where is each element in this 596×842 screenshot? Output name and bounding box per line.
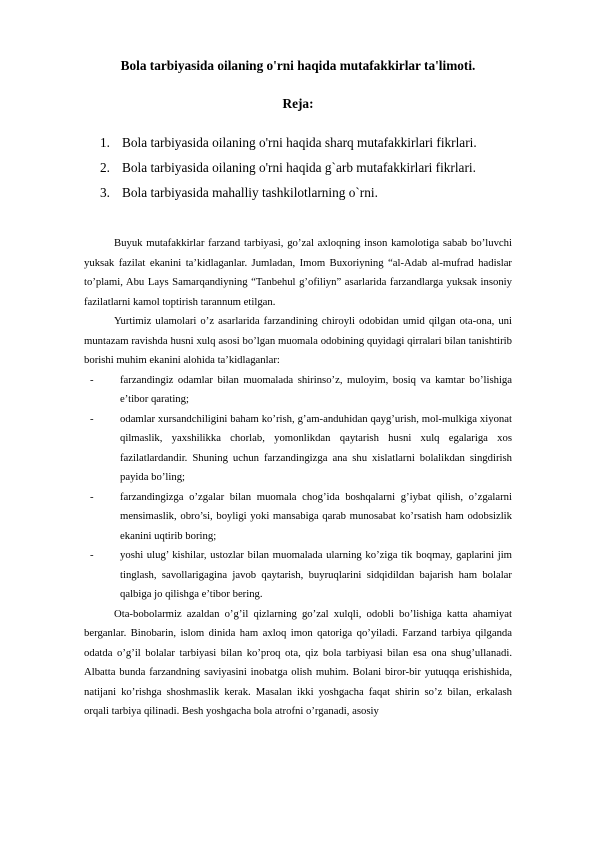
plan-item-number: 1.	[100, 135, 110, 150]
bullet-text: farzandingiz odamlar bilan muomalada shirinso’z, muloyim, bosiq va kamtar bo’lishiga e’tibor qarating;	[120, 373, 512, 405]
bullet-item	[84, 546, 512, 605]
bullet-item	[84, 410, 512, 488]
bullet-dash: -	[90, 490, 94, 503]
bullet-item	[84, 371, 512, 410]
bullet-dash: -	[90, 412, 94, 425]
bullet-text: odamlar xursandchiligini baham ko’rish, g’am-anduhidan qayg’urish, mol-mulkiga xiyonat qilmaslik, yaxshilikka chorlab, yomonlikdan qaytarish husni xulq egalariga xos fazilatlardandir. Shuning uchun farzandingizga ana shu xislatlarni bolalikdan singdirish payida bo’ling;	[120, 412, 512, 483]
plan-item	[100, 180, 540, 205]
bullet-dash: -	[90, 373, 94, 386]
bullet-text: yoshi ulug’ kishilar, ustozlar bilan muomalada ularning ko’ziga tik boqmay, gaplarini jim tinglash, savollarigagina javob qaytarish, buyruqlarini sidqidildan bajarish ham bolalar qalbiga jo qilishga e’tibor bering.	[120, 549, 512, 600]
plan-item-number: 2.	[100, 160, 110, 175]
paragraph: Buyuk mutafakkirlar farzand tarbiyasi, go’zal axloqning inson kamolotiga sabab bo’luvchi yuksak fazilat ekanini ta’kidlaganlar. Jumladan, Imom Buxoriyning “al-Adab al-mufrad hadislar to’plami, Abu Lays Samarqandiyning “Tanbehul g’ofiliyn” asarlarida farzandlarga yuksak insoniy fazilatlarni kamol toptirish tarannum etilgan.	[84, 237, 512, 308]
plan-heading: Reja:	[282, 96, 314, 111]
document-title: Bola tarbiyasida oilaning o'rni haqida mutafakkirlar ta'limoti.	[120, 58, 476, 73]
bullet-item	[84, 488, 512, 547]
plan-item-text: Bola tarbiyasida oilaning o'rni haqida g`arb mutafakkirlari fikrlari.	[122, 160, 476, 175]
plan-item-number: 3.	[100, 185, 110, 200]
plan-item-text: Bola tarbiyasida mahalliy tashkilotlarning o`rni.	[122, 185, 378, 200]
paragraph: Yurtimiz ulamolari o’z asarlarida farzandining chiroyli odobidan umid qilgan ota-ona, uni muntazam ravishda husni xulq asosi bo’lgan muomala odobining quyidagi qirralari bilan tanishtirib borishi muhim ekanini alohida ta’kidlaganlar:	[84, 315, 512, 366]
bullet-dash: -	[90, 549, 94, 561]
plan-list	[100, 130, 540, 205]
plan-item	[100, 130, 540, 155]
plan-item	[100, 155, 540, 180]
paragraph: Ota-bobolarmiz azaldan o’g’il qizlarning go’zal xulqli, odobli bo’lishiga katta ahamiyat berganlar. Binobarin, islom dinida ham axloq imon qatoriga qo’yiladi. Farzand tarbiya qilganda odatda o’g’il bolalar tarbiyasi bilan ko’proq ota, qiz bola tarbiyasi bilan esa ona shug’ullanadi. Albatta bunda farzandning saviyasini inobatga olish muhim. Bolani biror-bir yutuqqa erishishida, natijani ko’rishga shoshmaslik kerak. Masalan ikki yoshgacha faqat shirin so’z bilan, erkalash orqali tarbiya qilinadi. Besh yoshgacha bola atrofni o’rganadi, asosiy	[84, 607, 512, 717]
plan-item-text: Bola tarbiyasida oilaning o'rni haqida sharq mutafakkirlari fikrlari.	[122, 135, 477, 150]
bullet-text: farzandingizga o’zgalar bilan muomala chog’ida boshqalarni g’iybat qilish, o’zgalarni mensimaslik, obro’si, boyligi yoki mansabiga qarab munosabat ko’rsatish ham odobsizlik ekanini uqtirib boring;	[120, 490, 512, 542]
body-text	[84, 234, 512, 722]
